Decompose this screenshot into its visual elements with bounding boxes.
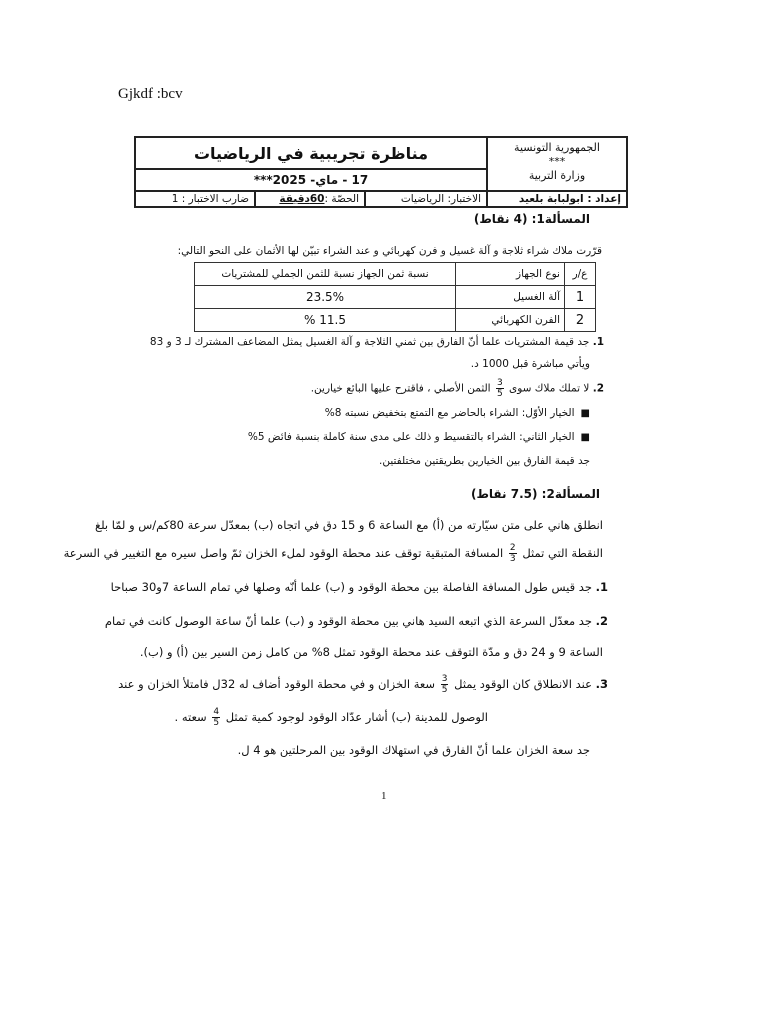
page-number: 1 [381,790,387,802]
question-number: 2. [595,614,608,628]
table-header-cell: ع/ر [565,263,596,286]
question-number: 1. [592,336,604,348]
table-cell: الفرن الكهربائي [456,309,565,332]
fraction: $\frac{3}{5}$ [441,674,448,695]
question-text: جد قيس طول المسافة الفاصلة بين محطة الوقود و (ب) علما أنّه وصلها في تمام الساعة 7و30 صباحا [110,580,592,594]
table-cell: 11.5 % [195,309,456,332]
fraction: $\frac{3}{5}$ [496,378,503,399]
exam-date: 17 - ماي- 2025*** [136,170,486,192]
table-header-row [195,263,596,286]
question-number: 1. [595,580,608,594]
duration-value: 60دقيقة [279,193,325,205]
table-row [195,309,596,332]
problem2-intro-line2: النقطة التي تمثل $\frac{2}{3}$ المسافة المتبقية توقف عند محطة الوقود لملء الخزان ثمّ واصل سيره مع التغيير في السرعة [63,543,603,564]
ministry-name: وزارة التربية [528,169,586,182]
duration-label: الحصّة : [324,193,359,205]
exam-duration [254,192,364,206]
problem1-q2-task: جد قيمة الفارق بين الخيارين بطريقتين مختلفتين. [378,455,590,467]
question-text: الثمن الأصلي ، فاقترح عليها البائع خيارين. [310,382,491,395]
country-name: الجمهورية التونسية [514,141,600,154]
problem1-q2 [311,378,604,399]
square-bullet-icon: ■ [580,432,590,443]
problem2-q3: 3. عند الانطلاق كان الوقود يمثل $\frac{3}{5}$ سعة الخزان و في محطة الوقود أضاف له 32ل فامتلأ الخزان و عند [118,674,608,695]
question-number: 3. [595,677,608,691]
price-table [194,262,596,332]
prepared-by: إعداد : ابولبابة بلعيد [486,192,626,206]
exam-header [134,136,628,208]
problem1-q1-cont: ويأتي مباشرة قبل 1000 د. [470,358,590,370]
question-text: جد معدّل السرعة الذي اتبعه السيد هاني بين محطة الوقود و (ب) علما أنّ ساعة الوصول كانت في تمام [104,614,592,628]
table-header-cell: نوع الجهاز [456,263,565,286]
problem2-intro-line1: انطلق هاني على متن سيّارته من (أ) مع الساعة 6 و 15 دق في اتجاه (ب) بمعدّل سرعة 80كم/س و لمّا بلغ [94,518,603,532]
option-2: ■الخيار الثاني: الشراء بالتقسيط و ذلك على مدى سنة كاملة بنسبة فائض 5% [247,431,590,443]
table-cell: 2 [565,309,596,332]
square-bullet-icon: ■ [580,408,590,419]
fraction: $\frac{2}{3}$ [509,543,516,564]
top-note: Gjkdf :bcv [118,86,183,102]
option-1: ■الخيار الأوّل: الشراء بالحاضر مع التمتع بتخفيض نسبته 8% [324,407,590,419]
problem1-q1 [149,336,604,348]
problem2-q2-cont: الساعة 9 و 24 دق و مدّة التوقف عند محطة الوقود تمثل 8% من كامل زمن السير بين (أ) و (ب). [139,645,603,659]
table-cell: 1 [565,286,596,309]
problem2-heading: المسألة2: (7.5 نقاط) [470,487,600,501]
question-text: جد قيمة المشتريات علما أنّ الفارق بين ثمني الثلاجة و آلة الغسيل يمثل المضاعف المشترك لـ 3 و 83 [149,336,590,348]
problem2-q1 [111,580,608,594]
table-cell: آلة الغسيل [456,286,565,309]
question-number: 2. [592,382,604,395]
fraction: $\frac{4}{5}$ [213,707,220,728]
problem2-q3-cont: الوصول للمدينة (ب) أشار عدّاد الوقود لوجود كمية تمثل $\frac{4}{5}$ سعته . [174,707,488,728]
exam-subject: الاختبار: الرياضيات [364,192,486,206]
exam-title: مناظرة تجريبية في الرياضيات [136,138,486,170]
header-institution [486,138,626,192]
question-text: لا تملك ملاك سوى [509,382,590,395]
table-header-cell: نسبة ثمن الجهاز نسبة للثمن الجملي للمشتريات [195,263,456,286]
header-stars: *** [548,155,566,168]
table-cell: 23.5% [195,286,456,309]
exam-coefficient: ضارب الاختبار : 1 [171,193,249,205]
table-row [195,286,596,309]
problem1-heading: المسألة1: (4 نقاط) [473,212,590,226]
problem2-q2 [105,614,608,628]
problem2-q3-task: جد سعة الخزان علما أنّ الفارق في استهلاك الوقود بين المرحلتين هو 4 ل. [237,743,590,757]
problem1-intro: قرّرت ملاك شراء ثلاجة و آلة غسيل و فرن كهربائي و عند الشراء تبيّن لها الأثمان على النحو التالي: [177,245,602,257]
